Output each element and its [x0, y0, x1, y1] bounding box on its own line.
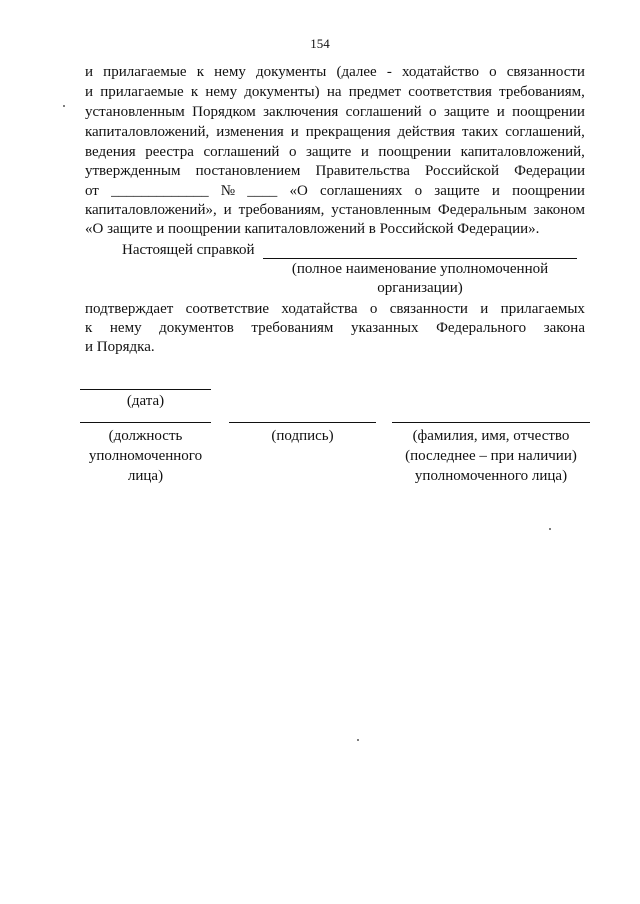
word: связанности: [506, 64, 585, 80]
word: нему: [214, 64, 246, 80]
scan-speck: [549, 528, 551, 530]
word: и: [223, 202, 232, 218]
word: соглашений: [203, 144, 280, 160]
word: и: [496, 104, 505, 120]
word: требованиям,: [238, 202, 325, 218]
word: поощрении: [512, 104, 585, 120]
word: о: [288, 144, 297, 160]
word: Федеральным: [437, 202, 527, 218]
certificate-prefix: Настоящей справкой: [122, 242, 255, 258]
word: установленным: [331, 202, 432, 218]
full-name-line: [392, 422, 590, 423]
scan-speck: [63, 105, 65, 107]
word: капиталовложений»,: [85, 202, 217, 218]
date-label: (дата): [126, 393, 165, 409]
word: капиталовложений,: [460, 144, 585, 160]
organization-name-line: [263, 258, 577, 259]
position-line: [80, 422, 211, 423]
word: капиталовложений,: [85, 124, 210, 140]
word: установленным: [85, 104, 185, 120]
word: и: [480, 301, 489, 317]
word: Федерации: [514, 163, 585, 179]
word: о: [429, 104, 437, 120]
word: к: [190, 84, 199, 100]
word: закона: [543, 320, 585, 336]
word: о: [369, 301, 378, 317]
word: ведения: [85, 144, 136, 160]
word: ходатайства: [281, 301, 358, 317]
position-label-1: (должность: [108, 428, 183, 444]
body-line-8: [85, 201, 585, 220]
word: постановлением: [195, 163, 301, 179]
word: защите: [443, 104, 490, 120]
word: и: [290, 124, 299, 140]
body-line-1: [85, 63, 585, 82]
word: защите: [305, 144, 352, 160]
organization-note-line-2: организации): [377, 280, 463, 296]
word: подтверждает: [85, 301, 174, 317]
position-label-2: уполномоченного: [88, 448, 203, 464]
word: требованиям,: [499, 84, 585, 100]
word: «О: [289, 183, 308, 199]
body-line-7: [85, 182, 585, 201]
signature-label: (подпись): [271, 428, 334, 444]
word: к: [85, 320, 93, 336]
body-line-2: [85, 83, 585, 102]
word: связанности: [389, 301, 468, 317]
word: защите: [434, 183, 480, 199]
word: соответствия: [408, 84, 492, 100]
word: №: [220, 183, 236, 199]
word: соглашений: [345, 104, 422, 120]
word: _____________: [111, 183, 209, 199]
word: к: [196, 64, 205, 80]
word: Российской: [425, 163, 499, 179]
signature-line: [229, 422, 376, 423]
body-line-11: [85, 300, 585, 319]
word: указанных: [351, 320, 419, 336]
word: и: [85, 84, 94, 100]
word: документы): [244, 84, 320, 100]
word: и: [491, 183, 500, 199]
word: ходатайство: [401, 64, 479, 80]
word: прекращения: [305, 124, 391, 140]
word: Правительства: [315, 163, 410, 179]
word: нему: [205, 84, 238, 100]
word: Порядком: [192, 104, 256, 120]
word: Федерального: [436, 320, 527, 336]
body-line-6: [85, 162, 585, 181]
word: и: [85, 64, 94, 80]
word: прилагаемых: [500, 301, 585, 317]
word: соответствие: [185, 301, 270, 317]
full-name-label-3: уполномоченного лица): [414, 468, 568, 484]
word: действия: [397, 124, 456, 140]
word: законом: [533, 202, 585, 218]
body-line-5: [85, 143, 585, 162]
organization-note-line-1: (полное наименование уполномоченной: [291, 261, 549, 277]
word: поощрении: [512, 183, 585, 199]
word: утвержденным: [85, 163, 181, 179]
word: -: [386, 64, 392, 80]
word: предмет: [348, 84, 402, 100]
position-label-3: лица): [127, 468, 164, 484]
date-line: [80, 389, 211, 390]
page-number: 154: [310, 36, 330, 51]
word: требованиям: [251, 320, 334, 336]
body-line-4: [85, 123, 585, 142]
word: реестра: [145, 144, 194, 160]
word: соглашений,: [505, 124, 585, 140]
word: (далее: [336, 64, 377, 80]
word: на: [326, 84, 342, 100]
word: прилагаемые: [100, 84, 184, 100]
word: документов: [159, 320, 234, 336]
body-line-13: и Порядка.: [85, 339, 155, 355]
word: и: [360, 144, 369, 160]
word: ____: [247, 183, 278, 199]
full-name-label-1: (фамилия, имя, отчество: [412, 428, 570, 444]
word: поощрении: [378, 144, 452, 160]
word: о: [489, 64, 497, 80]
body-line-9: «О защите и поощрении капиталовложений в Российской Федерации».: [85, 221, 540, 237]
body-line-3: [85, 103, 585, 122]
word: таких: [462, 124, 499, 140]
word: документы: [255, 64, 327, 80]
scan-speck: [357, 739, 359, 741]
word: заключения: [263, 104, 339, 120]
word: нему: [109, 320, 142, 336]
word: изменения: [216, 124, 284, 140]
word: прилагаемые: [103, 64, 187, 80]
word: о: [414, 183, 423, 199]
full-name-label-2: (последнее – при наличии): [405, 448, 577, 464]
body-line-12: [85, 319, 585, 338]
word: соглашениях: [320, 183, 403, 199]
word: от: [85, 183, 99, 199]
